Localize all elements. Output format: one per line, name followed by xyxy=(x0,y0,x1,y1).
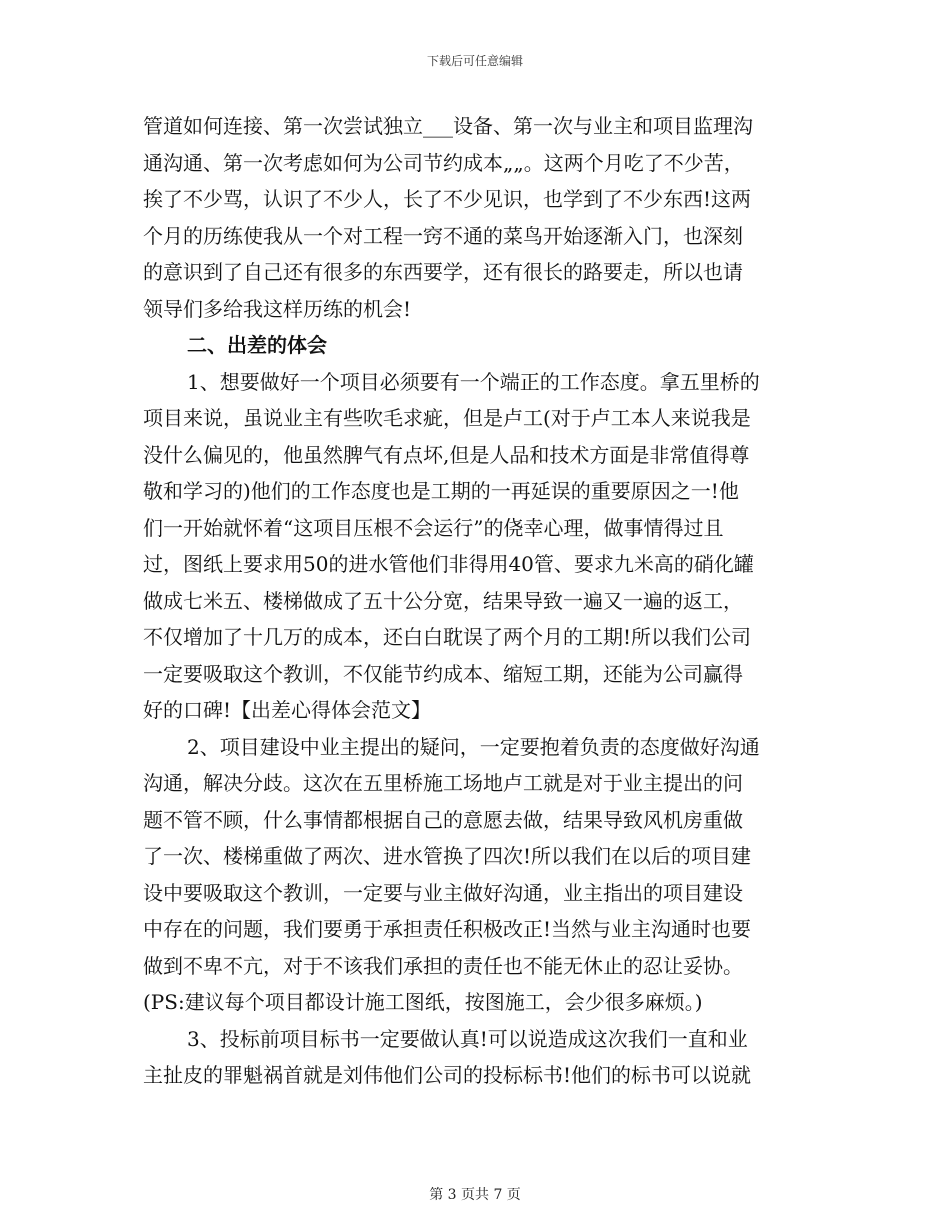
paragraph-line: (PS:建议每个项目都设计施工图纸，按图施工，会少很多麻烦。) xyxy=(143,990,703,1014)
paragraph-line: 2、项目建设中业主提出的疑问，一定要抱着负责的态度做好沟通 xyxy=(187,734,760,759)
paragraph-line: 做到不卑不亢，对于不该我们承担的责任也不能无休止的忍让妥协。 xyxy=(143,953,743,978)
page-header: 下载后可任意编辑 xyxy=(426,54,523,68)
paragraph-line: 中存在的问题，我们要勇于承担责任积极改正!当然与业主沟通时也要 xyxy=(143,917,752,941)
paragraph-line: 过，图纸上要求用50的进水管他们非得用40管、要求九米高的硝化罐 xyxy=(143,552,754,576)
paragraph-line: 做成七米五、楼梯做成了五十公分宽，结果导致一遍又一遍的返工， xyxy=(143,588,743,613)
paragraph-line: 沟通，解决分歧。这次在五里桥施工场地卢工就是对于业主提出的问 xyxy=(143,771,743,795)
paragraph-line: 们一开始就怀着“这项目压根不会运行”的侥幸心理，做事情得过且 xyxy=(143,515,724,540)
paragraph-line: 挨了不少骂，认识了不少人，长了不少见识，也学到了不少东西!这两 xyxy=(143,187,752,211)
section-heading: 二、出差的体会 xyxy=(187,333,327,357)
paragraph-line: 的意识到了自己还有很多的东西要学，还有很长的路要走，所以也请 xyxy=(143,260,743,284)
paragraph-line: 不仅增加了十几万的成本，还白白耽误了两个月的工期!所以我们公司 xyxy=(143,625,752,649)
paragraph-line: 项目来说，虽说业主有些吹毛求疵，但是卢工(对于卢工本人来说我是 xyxy=(143,406,751,430)
paragraph-line: 好的口碑!【出差心得体会范文】 xyxy=(143,698,432,722)
paragraph-line: 没什么偏见的，他虽然脾气有点坏,但是人品和技术方面是非常值得尊 xyxy=(143,442,750,467)
paragraph-line: 敬和学习的)他们的工作态度也是工期的一再延误的重要原因之一!他 xyxy=(143,479,739,503)
paragraph-line: 题不管不顾，什么事情都根据自己的意愿去做，结果导致风机房重做 xyxy=(143,807,743,832)
paragraph-line: 1、想要做好一个项目必须要有一个端正的工作态度。拿五里桥的 xyxy=(187,369,760,394)
document-body xyxy=(143,108,813,1094)
paragraph-line: 设中要吸取这个教训，一定要与业主做好沟通，业主指出的项目建设 xyxy=(143,880,743,905)
paragraph-line: 了一次、楼梯重做了两次、进水管换了四次!所以我们在以后的项目建 xyxy=(143,844,752,868)
paragraph-line: 领导们多给我这样历练的机会! xyxy=(143,296,412,321)
paragraph-line: 3、投标前项目标书一定要做认真!可以说造成这次我们一直和业 xyxy=(187,1026,748,1051)
page-number-footer: 第 3 页共 7 页 xyxy=(429,1187,521,1203)
paragraph-line: 管道如何连接、第一次尝试独立___设备、第一次与业主和项目监理沟 xyxy=(143,114,753,138)
paragraph-line: 一定要吸取这个教训，不仅能节约成本、缩短工期，还能为公司赢得 xyxy=(143,661,743,686)
paragraph-line: 主扯皮的罪魁祸首就是刘伟他们公司的投标标书!他们的标书可以说就 xyxy=(143,1063,752,1087)
paragraph-line: 通沟通、第一次考虑如何为公司节约成本„„。这两个月吃了不少苦， xyxy=(143,150,744,175)
paragraph-line: 个月的历练使我从一个对工程一窍不通的菜鸟开始逐渐入门，也深刻 xyxy=(143,223,743,248)
